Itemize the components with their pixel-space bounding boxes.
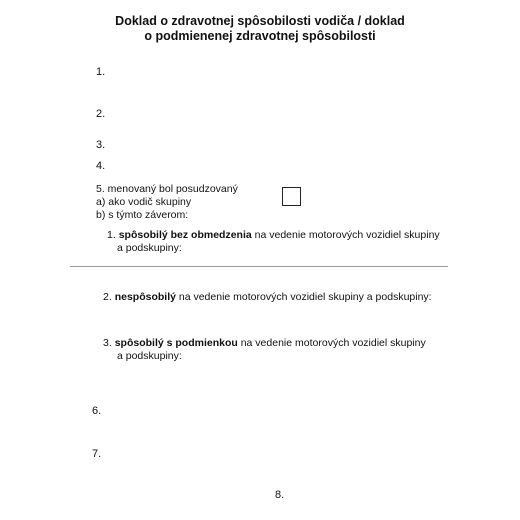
conclusion-3-number: 3. (103, 337, 112, 349)
group-checkbox[interactable] (282, 187, 301, 206)
item-1-label: 1. (96, 66, 106, 78)
conclusion-2-number: 2. (103, 291, 112, 303)
conclusion-1-line2: a podskupiny: (117, 242, 182, 254)
conclusion-3-text: na vedenie motorových vozidiel skupiny (237, 337, 426, 349)
item-2-label: 2. (96, 108, 106, 120)
item-5-label: 5. menovaný bol posudzovaný (96, 183, 238, 195)
item-3-label: 3. (96, 139, 106, 151)
conclusion-3 (103, 337, 426, 349)
conclusion-1-text: na vedenie motorových vozidiel skupiny (251, 229, 440, 241)
item-8-label: 8. (275, 489, 285, 501)
item-5a-label: a) ako vodič skupiny (96, 196, 192, 208)
item-7-label: 7. (92, 448, 102, 460)
document-title-line1: Doklad o zdravotnej spôsobilosti vodiča / doklad (115, 14, 405, 28)
conclusion-2-text: na vedenie motorových vozidiel skupiny a podskupiny: (175, 291, 432, 303)
conclusion-3-bold: spôsobilý s podmienkou (114, 337, 238, 349)
conclusion-2-bold: nespôsobilý (114, 291, 176, 303)
conclusion-3-line2: a podskupiny: (117, 350, 182, 362)
divider-line (70, 266, 448, 267)
item-6-label: 6. (92, 405, 102, 417)
document-title-line2: o podmienenej zdravotnej spôsobilosti (144, 29, 376, 43)
conclusion-2 (103, 291, 432, 303)
conclusion-1 (107, 229, 440, 241)
item-5b-label: b) s týmto záverom: (96, 209, 189, 221)
conclusion-1-number: 1. (107, 229, 116, 241)
item-4-label: 4. (96, 160, 106, 172)
conclusion-1-bold: spôsobilý bez obmedzenia (118, 229, 252, 241)
